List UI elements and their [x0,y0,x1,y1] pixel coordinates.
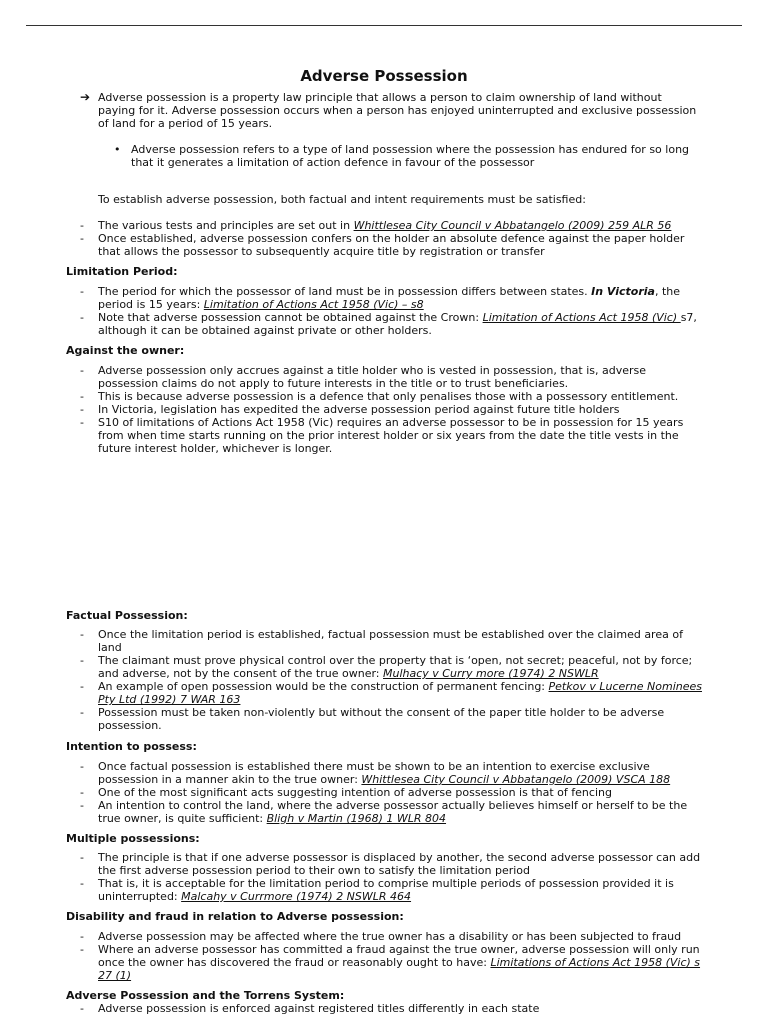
list-item: - Where an adverse possessor has committed a fraud against the true owner, adverse possession will only run once the owner has discovered the fraud or reasonably ought to have: Limitations of Actions Act 1958 (Vic) s 27 (1) [80,943,701,982]
intro-list [80,219,706,258]
round-bullet-icon: • [114,143,121,156]
statute-citation-link[interactable]: Limitation of Actions Act 1958 (Vic) [482,311,681,324]
factual-list [80,628,706,732]
section-heading-multiple: Multiple possessions: [66,832,200,845]
owner-list [80,364,706,455]
list-item: - Adverse possession may be affected where the true owner has a disability or has been subjected to fraud [80,930,682,943]
list-item: - Adverse possession is enforced against registered titles differently in each state [80,1002,540,1015]
case-citation-link[interactable]: Whittlesea City Council v Abbatangelo (2009) VSCA 188 [361,773,671,786]
header-rule [26,25,742,26]
case-citation-link[interactable]: Mulhacy v Curry more (1974) 2 NSWLR [383,667,599,680]
disability-list [80,930,706,982]
limitation-list [80,285,706,337]
section-heading-disability: Disability and fraud in relation to Adverse possession: [66,910,404,923]
list-item: - Once factual possession is established there must be shown to be an intention to exercise exclusive possession in a manner akin to the true owner: Whittlesea City Council v Abbatangelo (2009) VSCA 188 [80,760,671,786]
list-item: - That is, it is acceptable for the limitation period to comprise multiple periods of possession provided it is uninterrupted: Malcahy v Currmore (1974) 2 NSWLR 464 [80,877,674,903]
case-citation-link[interactable]: Petkov v Lucerne Nominees Pty Ltd (1992) 7 WAR 163 [98,680,702,706]
case-citation-link[interactable]: Bligh v Martin (1968) 1 WLR 804 [266,812,447,825]
list-item: - The claimant must prove physical control over the property that is ‘open, not secret; peaceful, not by force; and adverse, not by the consent of the true owner: Mulhacy v Curry more (1974) 2 NSWLR [80,654,693,680]
list-item: - An intention to control the land, where the adverse possessor actually believes himself or herself to be the true owner, is quite sufficient: Bligh v Martin (1968) 1 WLR 804 [80,799,688,825]
list-item: - Note that adverse possession cannot be obtained against the Crown: Limitation of Actions Act 1958 (Vic) s7, although it can be obtained against private or other holders. [80,311,697,337]
intro-bullet-paragraph: Adverse possession refers to a type of land possession where the possession has endured for so long that it generates a limitation of action defence in favour of the possessor [131,143,690,169]
section-heading-intention: Intention to possess: [66,740,197,753]
page-title: Adverse Possession [300,67,468,85]
intention-list [80,760,706,825]
list-item: - Adverse possession only accrues against a title holder who is vested in possession, that is, adverse possession claims do not apply to future interests in the title or to trust beneficiaries. [80,364,647,390]
list-item: - Once established, adverse possession confers on the holder an absolute defence against the paper holder that allows the possessor to subsequently acquire title by registration or transfer [80,232,685,258]
list-item: - An example of open possession would be the construction of permanent fencing: Petkov v Lucerne Nominees Pty Ltd (1992) 7 WAR 163 [80,680,702,706]
statute-citation-link[interactable]: Limitation of Actions Act 1958 (Vic) – s8 [203,298,424,311]
arrow-bullet-icon: ➔ [80,90,91,104]
case-citation-link[interactable]: Malcahy v Currmore (1974) 2 NSWLR 464 [181,890,412,903]
case-citation-link[interactable]: Whittlesea City Council v Abbatangelo (2009) 259 ALR 56 [353,219,672,232]
section-heading-limitation: Limitation Period: [66,265,178,278]
list-item: - The period for which the possessor of land must be in possession differs between states. In Victoria, the period is 15 years: Limitation of Actions Act 1958 (Vic) – s8 [80,285,681,311]
intro-text: To establish adverse possession, both factual and intent requirements must be satisfied: [98,193,586,206]
multiple-list [80,851,706,903]
intro-arrow-paragraph: Adverse possession is a property law principle that allows a person to claim ownership of land without paying for it. Adverse possession occurs when a person has enjoyed uninterrupted and exclusive possession of land for a period of 15 years. [98,91,697,130]
torrens-list [80,1002,706,1015]
list-item: - The various tests and principles are set out in Whittlesea City Council v Abbatangelo (2009) 259 ALR 56 [80,219,672,232]
section-heading-torrens: Adverse Possession and the Torrens System: [66,989,345,1002]
list-item: - Once the limitation period is established, factual possession must be established over the claimed area of land [80,628,683,654]
list-item: - One of the most significant acts suggesting intention of adverse possession is that of fencing [80,786,612,799]
list-item: - S10 of limitations of Actions Act 1958 (Vic) requires an adverse possessor to be in possession for 15 years from when time starts running on the prior interest holder or six years from the date the title vests in the future interest holder, whichever is longer. [80,416,684,455]
list-item: - This is because adverse possession is a defence that only penalises those with a possessory entitlement. [80,390,679,403]
list-item: - In Victoria, legislation has expedited the adverse possession period against future title holders [80,403,620,416]
section-heading-owner: Against the owner: [66,344,185,357]
list-item: - Possession must be taken non-violently but without the consent of the paper title holder to be adverse possession. [80,706,665,732]
section-heading-factual: Factual Possession: [66,609,188,622]
statute-citation-link[interactable]: Limitations of Actions Act 1958 (Vic) s 27 (1) [98,956,701,982]
list-item: - The principle is that if one adverse possessor is displaced by another, the second adverse possessor can add the first adverse possession period to their own to satisfy the limitation period [80,851,701,877]
